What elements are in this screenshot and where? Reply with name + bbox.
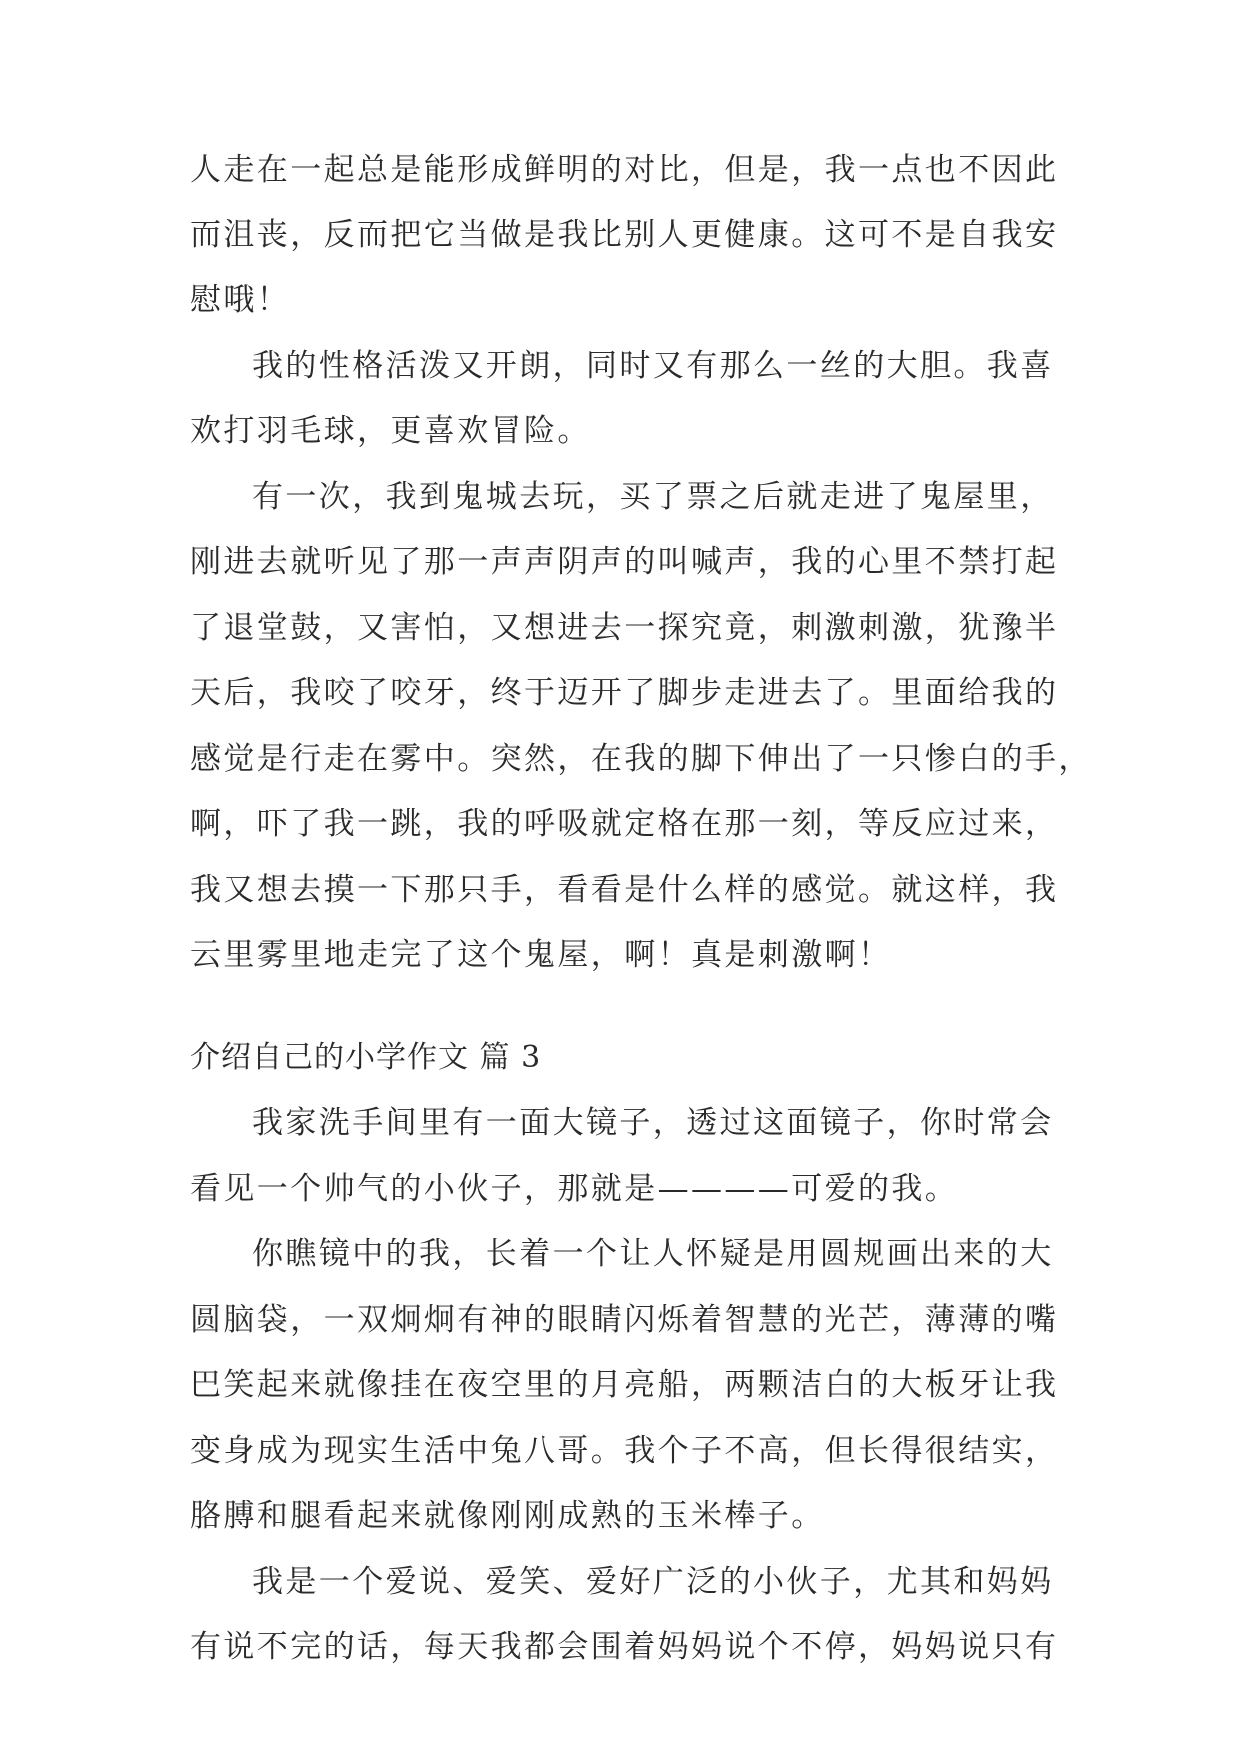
paragraph-2-line-2: 欢打羽毛球，更喜欢冒险。	[190, 413, 591, 449]
paragraph-5-line-2: 圆脑袋，一双炯炯有神的眼睛闪烁着智慧的光芒，薄薄的嘴	[190, 1302, 1059, 1338]
paragraph-6-line-1: 我是一个爱说、爱笑、爱好广泛的小伙子，尤其和妈妈	[252, 1564, 1054, 1600]
paragraph-4-line-2: 看见一个帅气的小伙子，那就是————可爱的我。	[190, 1171, 959, 1207]
section-heading: 介绍自己的小学作文 篇 3	[190, 1040, 542, 1075]
paragraph-3-line-4: 天后，我咬了咬牙，终于迈开了脚步走进去了。里面给我的	[190, 675, 1059, 711]
paragraph-5-line-3: 巴笑起来就像挂在夜空里的月亮船，两颗洁白的大板牙让我	[190, 1367, 1059, 1403]
paragraph-3-line-6: 啊，吓了我一跳，我的呼吸就定格在那一刻，等反应过来，	[190, 806, 1059, 842]
paragraph-5-line-5: 胳膊和腿看起来就像刚刚成熟的玉米棒子。	[190, 1498, 825, 1534]
paragraph-5-line-1: 你瞧镜中的我，长着一个让人怀疑是用圆规画出来的大	[252, 1236, 1054, 1272]
paragraph-5-line-4: 变身成为现实生活中兔八哥。我个子不高，但长得很结实，	[190, 1433, 1059, 1469]
paragraph-1-line-3: 慰哦！	[190, 282, 291, 318]
paragraph-3-line-8: 云里雾里地走完了这个鬼屋，啊！真是刺激啊！	[190, 937, 892, 973]
paragraph-3-line-2: 刚进去就听见了那一声声阴声的叫喊声，我的心里不禁打起	[190, 544, 1059, 580]
paragraph-2-line-1: 我的性格活泼又开朗，同时又有那么一丝的大胆。我喜	[252, 348, 1054, 384]
paragraph-3-line-7: 我又想去摸一下那只手，看看是什么样的感觉。就这样，我	[190, 872, 1059, 908]
paragraph-3-line-1: 有一次，我到鬼城去玩，买了票之后就走进了鬼屋里，	[252, 479, 1054, 515]
paragraph-6-line-2: 有说不完的话，每天我都会围着妈妈说个不停，妈妈说只有	[190, 1629, 1059, 1665]
paragraph-1-line-1: 人走在一起总是能形成鲜明的对比，但是，我一点也不因此	[190, 152, 1059, 188]
paragraph-1-line-2: 而沮丧，反而把它当做是我比别人更健康。这可不是自我安	[190, 217, 1059, 253]
paragraph-4-line-1: 我家洗手间里有一面大镜子，透过这面镜子，你时常会	[252, 1105, 1054, 1141]
paragraph-3-line-3: 了退堂鼓，又害怕，又想进去一探究竟，刺激刺激，犹豫半	[190, 610, 1059, 646]
paragraph-3-line-5: 感觉是行走在雾中。突然，在我的脚下伸出了一只惨白的手，	[190, 741, 1092, 777]
